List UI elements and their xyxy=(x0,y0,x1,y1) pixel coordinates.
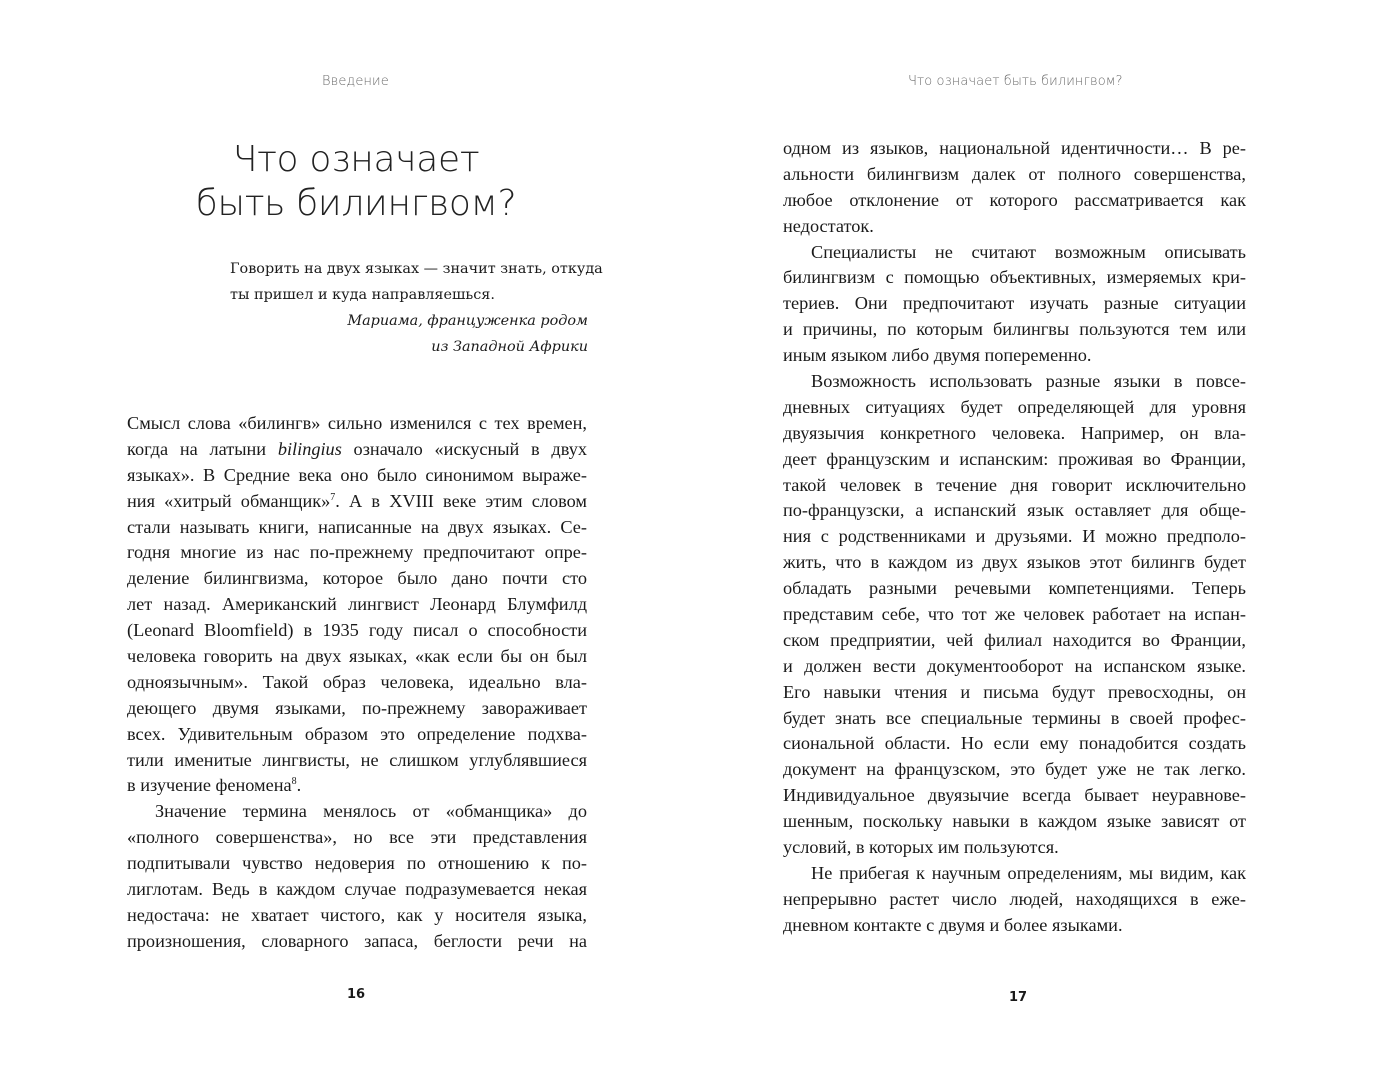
text-line: непрерывно растет число людей, находящихся в еже- xyxy=(783,888,1246,909)
text-line: ния с родственниками и друзьями. И можно предполо- xyxy=(783,526,1246,547)
text-line: тили именитые лингвисты, не слишком углублявшиеся xyxy=(127,749,587,770)
text-line xyxy=(127,489,587,515)
text-line: Специалисты не считают возможным описывать xyxy=(811,241,1246,262)
text-line: двуязычия конкретного человека. Например, он вла- xyxy=(783,422,1246,443)
italic-term: bilingius xyxy=(277,438,342,459)
text-line: человека говорить на двух языках, «как если бы он был xyxy=(127,646,587,667)
epigraph-attribution: из Западной Африки xyxy=(431,339,588,355)
text-line: годня многие из нас по-прежнему предпочитают опре- xyxy=(127,542,587,563)
text-line: деление билингвизма, которое было дано почти сто xyxy=(127,568,587,589)
text-line: териев. Они предпочитают изучать разные ситуации xyxy=(783,293,1246,314)
text-line: Значение термина менялось от «обманщика» до xyxy=(155,801,587,822)
text-segment: . xyxy=(296,775,302,796)
text-line xyxy=(127,773,587,799)
text-line: сиональной области. Но если ему понадобится создать xyxy=(783,733,1246,754)
text-line: жить, что в каждом из двух языков этот билингв будет xyxy=(783,552,1246,573)
text-line: деющего двумя языками, по-прежнему завораживает xyxy=(127,697,587,718)
text-line: обладать разными речевыми компетенциями. Теперь xyxy=(783,578,1246,599)
text-line: Смысл слова «билингв» сильно изменился с тех времен, xyxy=(127,413,587,433)
chapter-title xyxy=(126,138,586,226)
text-line: дневных ситуациях будет определяющей для уровня xyxy=(783,396,1246,417)
text-line: недостача: не хватает чистого, как у носителя языка, xyxy=(127,904,587,925)
text-line: шенным, поскольку навыки в каждом языке зависят от xyxy=(783,811,1246,832)
text-line: одноязычным». Такой образ человека, идеально вла- xyxy=(127,671,587,692)
text-line: языках». В Средние века оно было синонимом выраже- xyxy=(127,464,587,485)
text-line: «полного совершенства», но все эти представления xyxy=(127,827,587,848)
text-line xyxy=(127,437,587,463)
left-page xyxy=(0,0,686,1080)
text-line: по-французски, а испанский язык оставляет для обще- xyxy=(783,500,1246,521)
footnote-marker[interactable]: 8 xyxy=(291,776,297,788)
text-line: Возможность использовать разные языки в повсе- xyxy=(811,371,1246,392)
chapter-title-line: Что означает xyxy=(232,139,480,180)
epigraph xyxy=(230,256,603,360)
text-line: деет французским и испанским: проживая во Франции, xyxy=(783,448,1246,469)
text-line: всех. Удивительным образом это определение подхва- xyxy=(127,723,587,744)
running-head: Что означает быть билингвом? xyxy=(908,74,1123,89)
text-line: стали называть книги, написанные на двух языках. Се- xyxy=(127,516,587,537)
body-text xyxy=(127,411,587,955)
text-line: любое отклонение от которого рассматривается как xyxy=(783,189,1246,210)
text-line: представим себе, что тот же человек работает на испан- xyxy=(783,604,1246,625)
text-line: билингвизм с помощью объективных, измеряемых кри- xyxy=(783,267,1246,288)
text-segment: означало «искусный в двух xyxy=(341,438,587,459)
footnote-marker[interactable]: 7 xyxy=(330,491,336,503)
text-line: Не прибегая к научным определениям, мы видим, как xyxy=(811,862,1246,883)
text-segment: в изучение феномена xyxy=(127,775,292,796)
text-line: иным языком либо двумя попеременно. xyxy=(783,345,1092,366)
text-line: документ на французском, это будет уже не так легко. xyxy=(783,759,1246,780)
text-line: (Leonard Bloomfield) в 1935 году писал о способности xyxy=(127,620,587,641)
body-text xyxy=(783,136,1246,939)
page-number: 17 xyxy=(1009,990,1028,1005)
epigraph-quote-line: ты пришел и куда направляешься. xyxy=(230,287,495,303)
epigraph-attribution: Мариама, француженка родом xyxy=(347,313,588,329)
text-line: и должен вести документооборот на испанском языке. xyxy=(783,655,1246,676)
text-line: Его навыки чтения и письма будут превосходны, он xyxy=(783,681,1246,702)
text-line: Индивидуальное двуязычие всегда бывает неуравнове- xyxy=(783,785,1246,806)
epigraph-quote-line: Говорить на двух языках — значит знать, откуда xyxy=(230,261,603,277)
text-line: недостаток. xyxy=(783,215,874,236)
text-line: ском предприятии, чей филиал находится во Франции, xyxy=(783,629,1246,650)
text-line: подпитывали чувство недоверия по отношению к по- xyxy=(127,853,587,874)
running-head: Введение xyxy=(322,74,389,89)
text-line: лет назад. Американский лингвист Леонард Блумфилд xyxy=(127,594,587,615)
text-segment: ния «хитрый обманщик» xyxy=(127,490,331,511)
text-segment: когда на латыни xyxy=(127,438,278,459)
text-line: лиглотам. Ведь в каждом случае подразумевается некая xyxy=(127,879,587,900)
text-line: будет знать все специальные термины в своей профес- xyxy=(783,707,1246,728)
text-line: одном из языков, национальной идентичности… В ре- xyxy=(783,138,1246,158)
text-line: произношения, словарного запаса, беглости речи на xyxy=(127,930,587,951)
text-line: альности билингвизм далек от полного совершенства, xyxy=(783,163,1246,184)
text-line: и причины, по которым билингвы пользуются тем или xyxy=(783,319,1246,340)
right-page xyxy=(686,0,1373,1080)
chapter-title-line: быть билингвом? xyxy=(195,183,517,224)
text-line: условий, в которых им пользуются. xyxy=(783,837,1059,858)
text-line: такой человек в течение дня говорит исключительно xyxy=(783,474,1246,495)
text-line: дневном контакте с двумя и более языками. xyxy=(783,914,1123,935)
page-number: 16 xyxy=(347,987,366,1002)
text-segment: . А в XVIII веке этим словом xyxy=(335,490,588,511)
